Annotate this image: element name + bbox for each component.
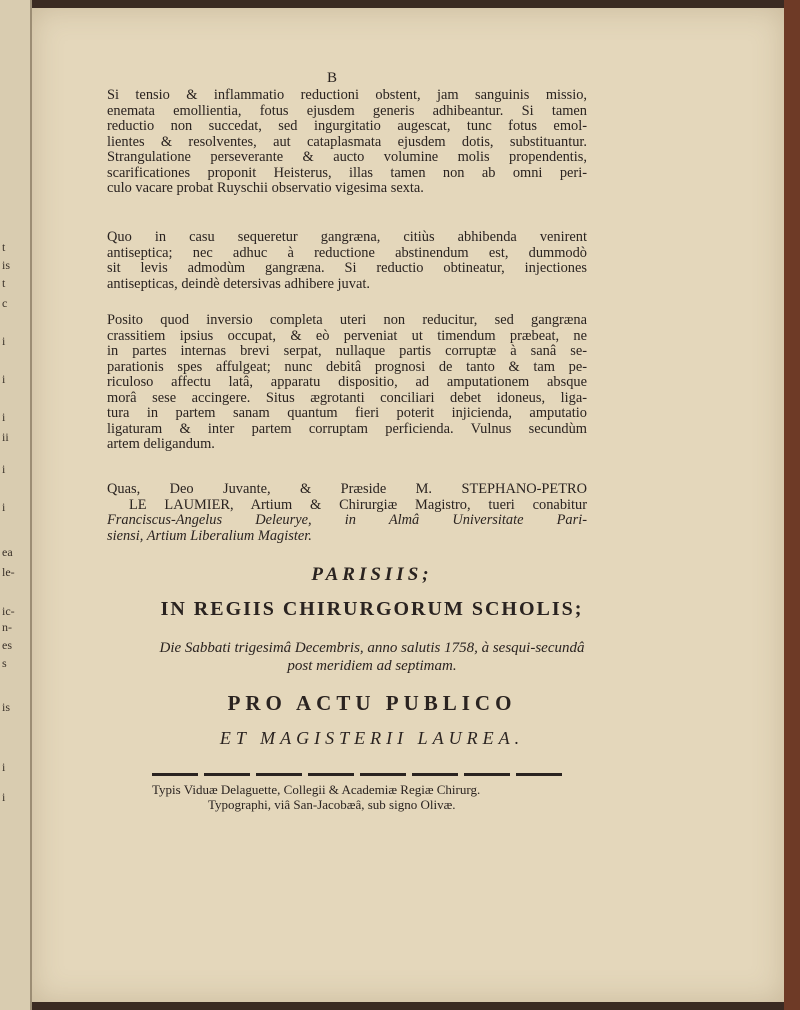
text-line: in partes internas brevi serpat, nullaque partis corruptæ à sanâ se- bbox=[107, 343, 587, 359]
text-line: lientes & resolventes, aut cataplasmata ejusdem dotis, substituantur. bbox=[107, 133, 587, 150]
laurea-heading: ET MAGISTERII LAUREA. bbox=[219, 728, 525, 748]
text-line: crassitiem ipsius occupat, & eò perveniat ut timendum præbeat, ne bbox=[107, 327, 587, 344]
margin-fragment: n- bbox=[2, 620, 12, 634]
text-line: reductio non succedat, sed ingurgitatio augescat, tunc fotus emol- bbox=[107, 118, 587, 134]
text-line: Si tensio & inflammatio reductioni obstent, jam sanguinis missio, bbox=[107, 87, 587, 103]
text-line: enemata emollientia, fotus ejusdem generis adhibeantur. Si tamen bbox=[107, 102, 587, 119]
text-line: antisepticas, deindè detersivas adhibere juvat. bbox=[107, 275, 370, 292]
margin-fragment: i bbox=[2, 334, 6, 348]
text-line: artem deligandum. bbox=[107, 436, 215, 452]
imprint-line: Typis Viduæ Delaguette, Collegii & Academiæ Regiæ Chirurg. bbox=[152, 782, 481, 797]
place-heading: PARISIIS; bbox=[311, 564, 433, 585]
text-line: morâ sese accingere. Situs ægrotanti conciliari debet idoneus, liga- bbox=[107, 389, 587, 406]
book-page bbox=[32, 8, 784, 1002]
date-line: post meridiem ad septimam. bbox=[287, 658, 457, 674]
previous-page-edge bbox=[0, 0, 32, 1010]
text-line: tura in partem sanam quantum fieri poterit injicienda, amputatio bbox=[107, 405, 587, 421]
margin-fragment: le- bbox=[2, 565, 15, 579]
text-line: LE LAUMIER, Artium & Chirurgiæ Magistro, tueri conabitur bbox=[129, 496, 587, 513]
text-line: riculoso affectu latâ, apparatu dispositio, ad amputationem absque bbox=[107, 374, 587, 390]
margin-fragment: t bbox=[2, 240, 6, 254]
text-line: antiseptica; nec adhuc à reductione abstinendum est, dummodò bbox=[107, 244, 587, 261]
margin-fragment: i bbox=[2, 790, 6, 804]
margin-fragment: t bbox=[2, 276, 6, 290]
date-line: Die Sabbati trigesimâ Decembris, anno salutis 1758, à sesqui-secundâ bbox=[159, 640, 585, 656]
text-line: parationis spes affulgeat; nunc debitâ prognosi de tanto & tam pe- bbox=[107, 358, 587, 375]
book-cover-edge bbox=[784, 0, 800, 1010]
paragraph-gangraena bbox=[107, 230, 587, 292]
paragraph-posito bbox=[107, 313, 587, 453]
margin-fragment: i bbox=[2, 760, 6, 774]
margin-fragment: es bbox=[2, 638, 12, 652]
printer-imprint bbox=[152, 782, 572, 812]
margin-fragment: i bbox=[2, 410, 6, 424]
margin-fragment: s bbox=[2, 656, 7, 670]
text-line: sit levis admodùm gangræna. Si reductio obtineatur, injectiones bbox=[107, 260, 587, 276]
ornamental-rule bbox=[152, 773, 562, 776]
margin-fragment: i bbox=[2, 500, 6, 514]
paragraph-quas bbox=[107, 482, 587, 544]
margin-fragment: c bbox=[2, 296, 8, 310]
actu-heading: PRO ACTU PUBLICO bbox=[227, 691, 517, 715]
margin-fragment: ic- bbox=[2, 604, 15, 618]
margin-fragment: ea bbox=[2, 545, 13, 559]
paragraph-tensio bbox=[107, 88, 587, 197]
margin-fragment: ii bbox=[2, 430, 9, 444]
margin-fragment: is bbox=[2, 258, 11, 272]
text-line: ligaturam & inter partem corruptam perficienda. Vulnus secundùm bbox=[107, 420, 587, 437]
margin-fragment: i bbox=[2, 462, 6, 476]
text-line: Posito quod inversio completa uteri non reducitur, sed gangræna bbox=[107, 312, 587, 328]
text-line: Quas, Deo Juvante, & Præside M. STEPHANO-PETRO bbox=[107, 481, 587, 497]
text-line: Strangulatione perseverante & aucto volumine molis propendentis, bbox=[107, 149, 587, 165]
margin-fragment: is bbox=[2, 700, 11, 714]
signature-mark: B bbox=[327, 70, 338, 86]
text-line: Quo in casu sequeretur gangræna, citiùs abhibenda venirent bbox=[107, 229, 587, 245]
text-line: culo vacare probat Ruyschii observatio vigesima sexta. bbox=[107, 180, 424, 196]
schools-heading: IN REGIIS CHIRURGORUM SCHOLIS; bbox=[160, 598, 584, 620]
text-line: scarificationes proponit Heisterus, illas tamen non ab omni peri- bbox=[107, 164, 587, 181]
margin-fragment: i bbox=[2, 372, 6, 386]
text-line: siensi, Artium Liberalium Magister. bbox=[107, 527, 312, 544]
text-line: Franciscus-Angelus Deleurye, in Almâ Universitate Pari- bbox=[107, 512, 587, 528]
imprint-line: Typographi, viâ San-Jacobæâ, sub signo Olivæ. bbox=[208, 797, 456, 812]
